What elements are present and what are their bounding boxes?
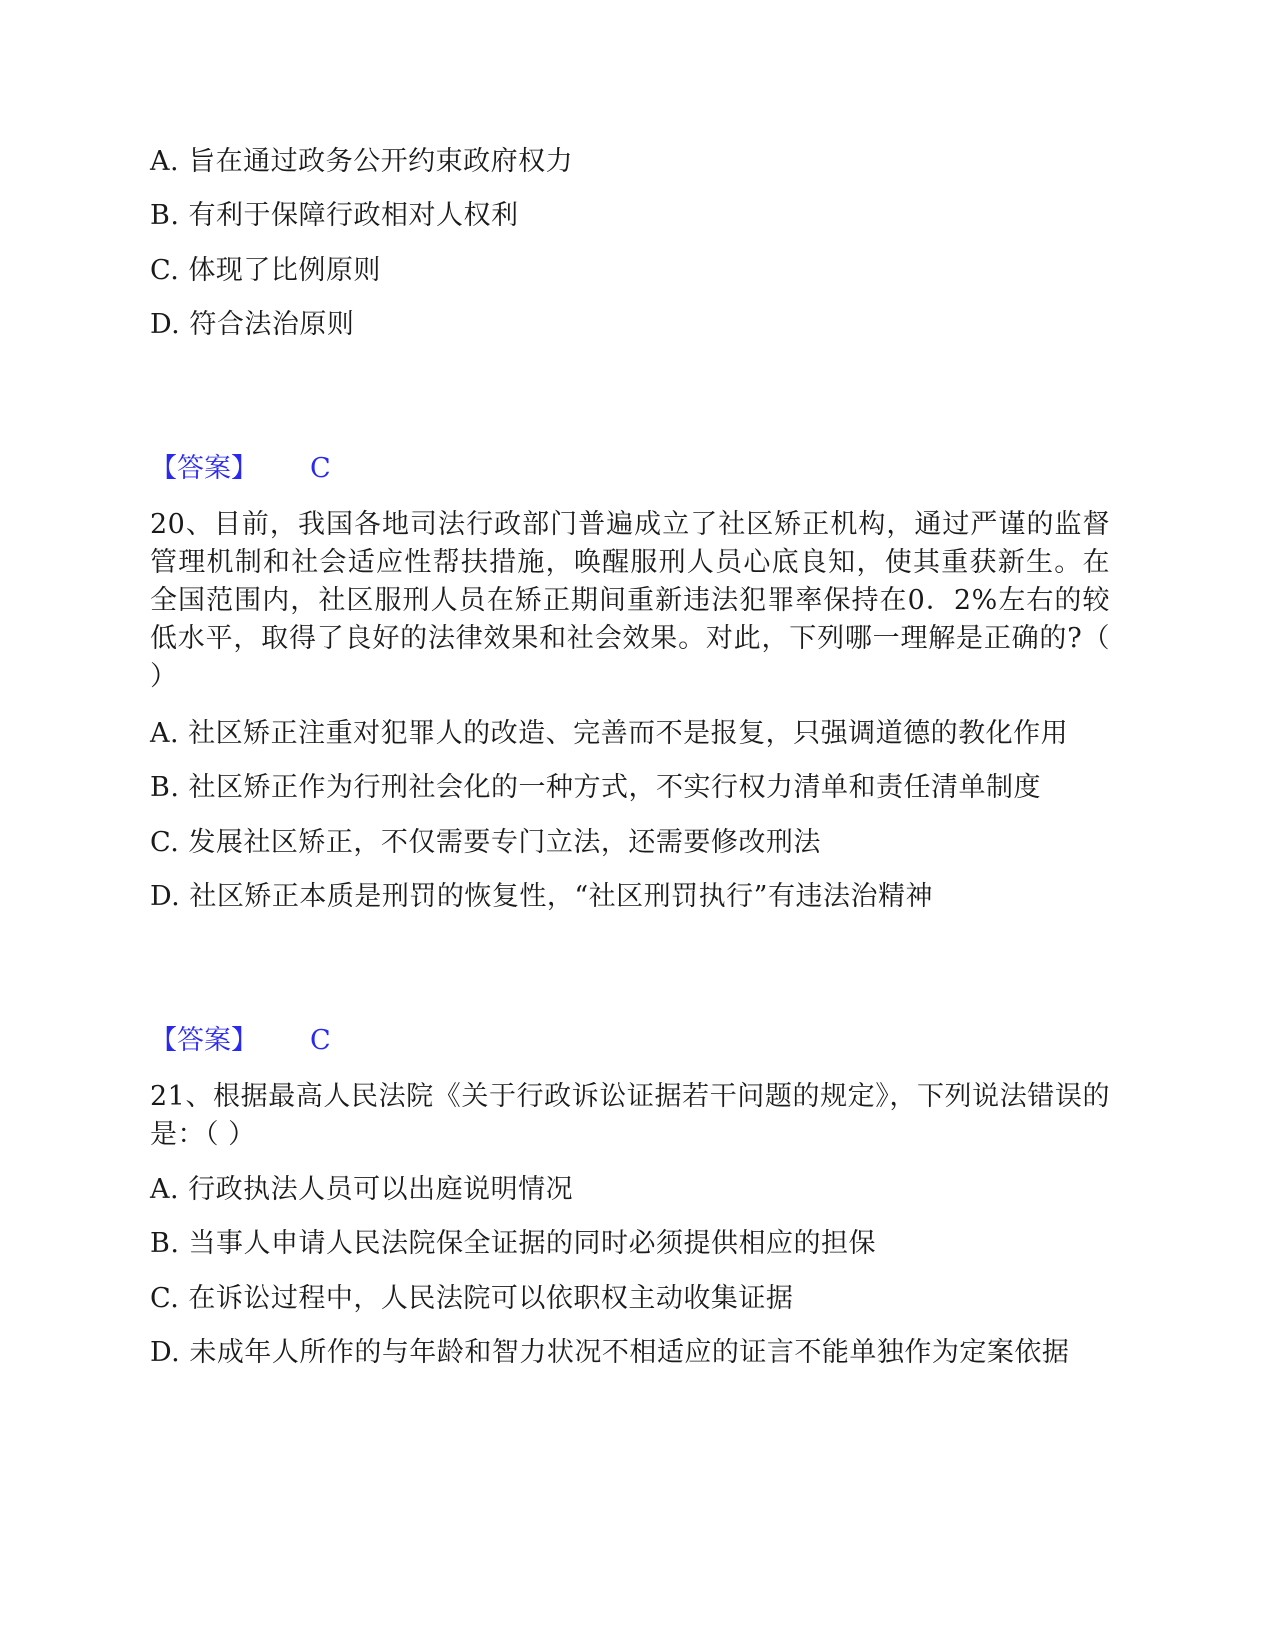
q21-option-d: D. 未成年人所作的与年龄和智力状况不相适应的证言不能单独作为定案依据	[150, 1337, 1070, 1368]
q20-option-d: D. 社区矫正本质是刑罚的恢复性，“社区刑罚执行”有违法治精神	[150, 881, 933, 912]
answer-value: C	[310, 1025, 331, 1056]
q19-option-c: C. 体现了比例原则	[150, 255, 381, 286]
q20-answer	[150, 1023, 331, 1059]
answer-value: C	[310, 453, 331, 484]
q20-option-c: C. 发展社区矫正，不仅需要专门立法，还需要修改刑法	[150, 827, 821, 858]
q19-answer	[150, 451, 331, 487]
q19-option-b: B. 有利于保障行政相对人权利	[150, 200, 519, 231]
q21-option-b: B. 当事人申请人民法院保全证据的同时必须提供相应的担保	[150, 1228, 877, 1259]
q19-option-a: A. 旨在通过政务公开约束政府权力	[150, 146, 574, 177]
q21-stem: 21、根据最高人民法院《关于行政诉讼证据若干问题的规定》，下列说法错误的是：（ ）	[150, 1081, 1110, 1150]
q20-stem: 20、目前，我国各地司法行政部门普遍成立了社区矫正机构，通过严谨的监督管理机制和社会适应性帮扶措施，唤醒服刑人员心底良知，使其重获新生。在全国范围内，社区服刑人员在矫正期间重新违法犯罪率保持在0．2%左右的较低水平，取得了良好的法律效果和社会效果。对此，下列哪一理解是正确的?（ ）	[150, 509, 1110, 692]
q20-option-b: B. 社区矫正作为行刑社会化的一种方式，不实行权力清单和责任清单制度	[150, 772, 1042, 803]
q20-option-a: A. 社区矫正注重对犯罪人的改造、完善而不是报复，只强调道德的教化作用	[150, 718, 1069, 749]
q21-option-a: A. 行政执法人员可以出庭说明情况	[150, 1174, 574, 1205]
q21-option-c: C. 在诉讼过程中，人民法院可以依职权主动收集证据	[150, 1283, 794, 1314]
q19-option-d: D. 符合法治原则	[150, 309, 355, 340]
answer-label: 【答案】	[150, 1025, 258, 1056]
answer-label: 【答案】	[150, 453, 258, 484]
